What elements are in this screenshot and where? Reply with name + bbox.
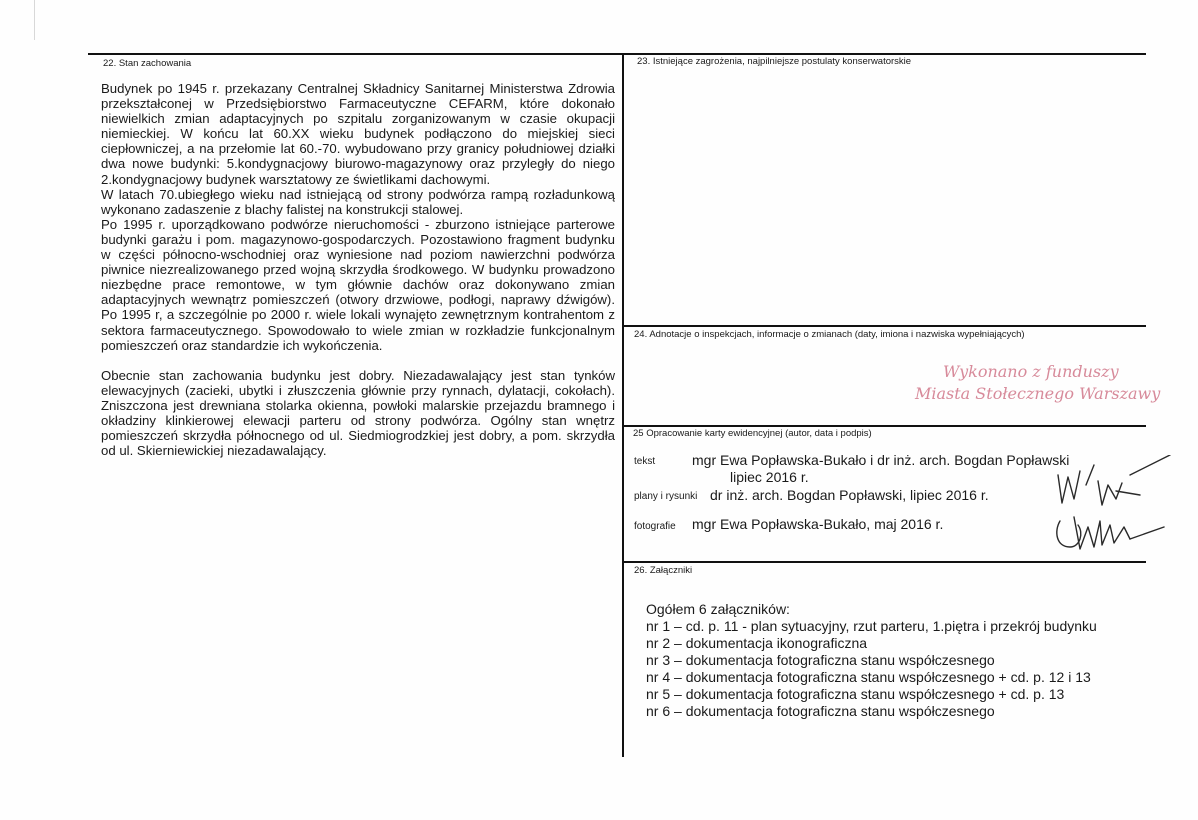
rule-above-24 (622, 325, 1146, 327)
scan-artifact (34, 0, 35, 40)
attachments-summary: Ogółem 6 załączników: (646, 601, 790, 617)
section-23-label: 23. Istniejące zagrożenia, najpilniejsze postulaty konserwatorskie (637, 56, 912, 67)
section-25-label: 25 Opracowanie karty ewidencyjnej (autor, data i podpis) (633, 428, 872, 439)
top-rule (88, 53, 1146, 55)
foto-label: fotografie (634, 521, 676, 532)
paragraph-2: W latach 70.ubiegłego wieku nad istniejącą od strony podwórza rampą rozładunkową wykonano zadaszenie z blachy falistej na konstrukcji stalowej. (101, 186, 615, 217)
tekst-date: lipiec 2016 r. (730, 469, 809, 485)
attachment-item: nr 2 – dokumentacja ikonograficzna (646, 635, 868, 651)
plany-value: dr inż. arch. Bogdan Popławski, lipiec 2016 r. (710, 487, 989, 503)
attachments-list (646, 601, 1097, 720)
tekst-label: tekst (634, 456, 656, 467)
funding-stamp-line-2: Miasta Stołecznego Warszawy (915, 384, 1161, 403)
paragraph-3: Po 1995 r. uporządkowano podwórze nieruchomości - zburzono istniejące parterowe budynki garażu i pom. magazynowo-gospodarczych. Pozostawiono fragment budynku w części północno-wschodniej oraz wyniesione nad poziom nawierzchni podwórza piwnice niezrealizowanego przed wojną skrzydła środkowego. W budynku prowadzono niezbędne prace remontowe, w tym głównie dachów oraz dokonywano zmian adaptacyjnych wewnątrz pomieszczeń (otwory drzwiowe, podłogi, naprawy dźwigów). Po 1995 r, a szczególnie po 2000 r. wiele lokali wynajęto zewnętrznym kontrahentom z sektora farmaceutycznego. Spowodowało to wiele zmian w rozkładzie funkcjonalnym pomieszczeń oraz standardzie ich wykończenia. (101, 216, 615, 353)
section-22-body (101, 81, 615, 458)
paragraph-1: Budynek po 1945 r. przekazany Centralnej Składnicy Sanitarnej Ministerstwa Zdrowia przekształconej w Przedsiębiorstwo Farmaceutyczne CEFARM, które dokonało niewielkich zmian adaptacyjnych po szpitalu zorganizowanym w czasie okupacji niemieckiej. W końcu lat 60.XX wieku budynek podłączono do miejskiej sieci ciepłowniczej, a na przełomie lat 60.-70. wybudowano przy granicy południowej działki dwa nowe budynki: 5.kondygnacjowy biurowo-magazynowy oraz przyległy do niego 2.kondygnacjowy budynek warsztatowy ze świetlikami dachowymi. (101, 81, 615, 187)
handwritten-signature (1040, 455, 1180, 565)
attachment-item: nr 1 – cd. p. 11 - plan sytuacyjny, rzut parteru, 1.piętra i przekrój budynku (646, 618, 1097, 634)
plany-label: plany i rysunki (634, 491, 698, 502)
tekst-value: mgr Ewa Popławska-Bukało i dr inż. arch. Bogdan Popławski (692, 452, 1070, 468)
paragraph-4: Obecnie stan zachowania budynku jest dobry. Niezadawalający jest stan tynków elewacyjnych (zacieki, ubytki i złuszczenia głównie przy rynnach, dylatacji, cokołach). Zniszczona jest drewniana stolarka okienna, powłoki malarskie przejazdu bramnego i okładziny klinkierowej elewacji parteru od strony podwórza. Ogólny stan wnętrz pomieszczeń skrzydła północnego od ul. Siedmiogrodzkiej jest dobry, a pom. skrzydła od ul. Skierniewickiej niezadawalający. (101, 367, 615, 459)
section-24-label: 24. Adnotacje o inspekcjach, informacje o zmianach (daty, imiona i nazwiska wypełniających) (634, 329, 1025, 340)
funding-stamp-line-1: Wykonano z funduszy (943, 362, 1119, 381)
column-divider (622, 53, 624, 757)
attachment-item: nr 4 – dokumentacja fotograficzna stanu współczesnego + cd. p. 12 i 13 (646, 669, 1091, 685)
rule-above-25 (622, 425, 1146, 427)
attachment-item: nr 5 – dokumentacja fotograficzna stanu współczesnego + cd. p. 13 (646, 686, 1065, 702)
section-22-label: 22. Stan zachowania (103, 58, 192, 69)
attachment-item: nr 3 – dokumentacja fotograficzna stanu współczesnego (646, 652, 995, 668)
attachment-item: nr 6 – dokumentacja fotograficzna stanu współczesnego (646, 703, 995, 719)
section-26-label: 26. Załączniki (634, 565, 693, 576)
foto-value: mgr Ewa Popławska-Bukało, maj 2016 r. (692, 516, 944, 532)
